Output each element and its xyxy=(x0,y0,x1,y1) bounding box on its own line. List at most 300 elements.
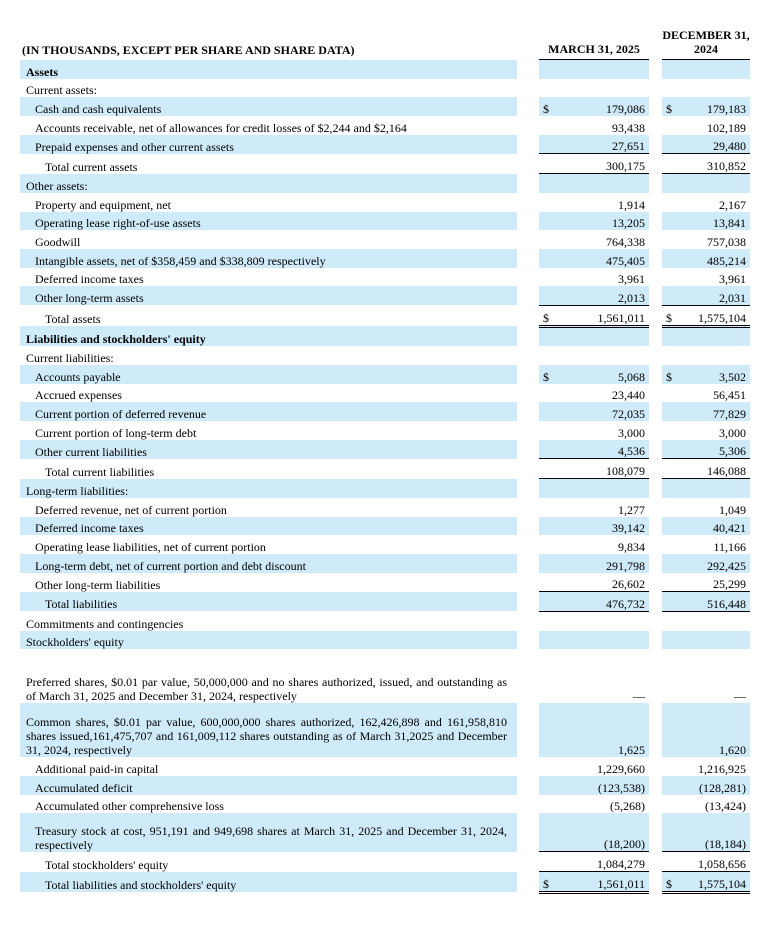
row-label: Total current assets xyxy=(45,159,138,174)
column-header-december-line1: DECEMBER 31, xyxy=(662,28,750,42)
dollar-sign-december xyxy=(662,79,676,98)
column-gap xyxy=(517,459,539,479)
value-march-2025 xyxy=(561,346,649,365)
dollar-sign-december xyxy=(662,535,676,554)
value-march-2025: 2,013 xyxy=(561,286,649,305)
value-december-2024: 757,038 xyxy=(707,234,747,249)
row-label: Prepaid expenses and other current assets xyxy=(20,135,517,154)
dollar-sign-december xyxy=(662,440,676,459)
column-header-december-line2: 2024 xyxy=(694,42,719,56)
column-gap xyxy=(649,402,662,421)
table-row xyxy=(20,498,750,517)
row-label: Accounts payable xyxy=(20,365,517,384)
dollar-sign-december xyxy=(662,154,676,174)
value-march-2025: 39,142 xyxy=(561,517,649,536)
value-december-2024: 2,167 xyxy=(719,197,747,212)
dollar-sign-december xyxy=(662,60,676,79)
value-march-2025: 1,561,011 xyxy=(561,872,649,893)
column-gap xyxy=(649,776,662,795)
row-label: Property and equipment, net xyxy=(35,197,171,212)
value-march-2025: 13,205 xyxy=(561,212,649,231)
dollar-sign-march: $ xyxy=(539,305,561,326)
column-gap xyxy=(517,440,539,459)
value-march-2025: 1,561,011 xyxy=(561,305,649,326)
row-label: Operating lease right-of-use assets xyxy=(20,212,517,231)
value-march-2025: 476,732 xyxy=(561,592,649,612)
column-gap xyxy=(649,174,662,193)
column-gap xyxy=(517,135,539,154)
header-row xyxy=(20,28,750,60)
value-december-2024: 102,189 xyxy=(707,120,747,135)
column-gap xyxy=(517,286,539,305)
dollar-sign-march xyxy=(539,135,561,154)
value-march-2025: 72,035 xyxy=(561,402,649,421)
value-march-2025 xyxy=(561,326,649,346)
dollar-sign-march xyxy=(539,326,561,346)
table-row xyxy=(20,703,750,757)
column-gap xyxy=(517,813,539,852)
column-gap xyxy=(517,757,539,776)
column-gap xyxy=(517,479,539,498)
value-december-2024: 13,841 xyxy=(676,212,750,231)
value-december-2024 xyxy=(676,346,750,365)
dollar-sign-march xyxy=(539,249,561,268)
dollar-sign-december xyxy=(662,813,676,852)
table-row xyxy=(20,592,750,612)
column-gap xyxy=(649,249,662,268)
table-row xyxy=(20,402,750,421)
row-label: Additional paid-in capital xyxy=(35,762,159,776)
column-gap xyxy=(649,479,662,498)
dollar-sign-december xyxy=(662,479,676,498)
dollar-sign-december xyxy=(662,212,676,231)
dollar-sign-december xyxy=(662,116,676,135)
column-gap xyxy=(649,79,662,98)
table-row xyxy=(20,535,750,554)
dollar-sign-december xyxy=(662,663,676,703)
column-gap xyxy=(517,193,539,212)
table-row xyxy=(20,813,750,852)
dollar-sign-december xyxy=(662,135,676,154)
dollar-sign-march xyxy=(539,384,561,403)
value-december-2024: 1,049 xyxy=(719,502,747,517)
value-march-2025: 475,405 xyxy=(561,249,649,268)
row-label: Long-term liabilities: xyxy=(20,479,517,498)
value-march-2025: 5,068 xyxy=(561,365,649,384)
column-gap xyxy=(517,402,539,421)
column-gap xyxy=(649,365,662,384)
row-label: Other long-term liabilities xyxy=(35,577,161,592)
dollar-sign-december xyxy=(662,384,676,403)
row-label: Preferred shares, $0.01 par value, 50,000,000 and no shares authorized, issued, and outstanding as of March 31, 2025 and December 31, 2024, respectively xyxy=(26,675,507,704)
column-gap xyxy=(649,384,662,403)
dollar-sign-december xyxy=(662,268,676,287)
row-label: Other long-term assets xyxy=(20,286,517,305)
column-gap xyxy=(517,268,539,287)
value-december-2024: 485,214 xyxy=(676,249,750,268)
row-label: Assets xyxy=(20,60,517,79)
table-row xyxy=(20,421,750,440)
column-gap xyxy=(649,60,662,79)
dollar-sign-december xyxy=(662,554,676,573)
table-row xyxy=(20,611,750,630)
value-december-2024: 516,448 xyxy=(676,592,750,612)
table-row xyxy=(20,346,750,365)
table-row xyxy=(20,305,750,326)
dollar-sign-december xyxy=(662,230,676,249)
value-march-2025: (123,538) xyxy=(561,776,649,795)
dollar-sign-march xyxy=(539,286,561,305)
table-row xyxy=(20,249,750,268)
row-label: Total liabilities xyxy=(20,592,517,612)
value-march-2025: — xyxy=(633,689,646,704)
table-row xyxy=(20,365,750,384)
value-march-2025 xyxy=(561,611,649,630)
row-label: Accumulated deficit xyxy=(20,776,517,795)
value-december-2024: 1,575,104 xyxy=(676,872,750,893)
column-gap xyxy=(649,498,662,517)
value-march-2025: 1,277 xyxy=(618,502,646,517)
table-row xyxy=(20,97,750,116)
value-march-2025: 1,625 xyxy=(561,703,649,757)
dollar-sign-december xyxy=(662,286,676,305)
value-december-2024: 1,058,656 xyxy=(676,852,750,872)
value-march-2025 xyxy=(561,479,649,498)
dollar-sign-march xyxy=(539,757,561,776)
column-gap xyxy=(649,573,662,592)
table-row xyxy=(20,326,750,346)
column-gap xyxy=(649,286,662,305)
column-gap xyxy=(649,663,662,703)
column-gap xyxy=(649,421,662,440)
value-december-2024 xyxy=(676,611,750,630)
table-row xyxy=(20,60,750,79)
value-december-2024: 146,088 xyxy=(676,459,750,479)
column-gap xyxy=(649,154,662,174)
row-label: Current liabilities: xyxy=(26,351,114,365)
value-march-2025: 23,440 xyxy=(612,388,646,403)
value-december-2024 xyxy=(676,326,750,346)
balance-sheet-table xyxy=(20,28,750,894)
value-december-2024: 56,451 xyxy=(713,388,747,403)
column-gap xyxy=(517,346,539,365)
table-row xyxy=(20,79,750,98)
value-december-2024: 1,216,925 xyxy=(698,762,747,776)
dollar-sign-march xyxy=(539,346,561,365)
row-label: Accumulated other comprehensive loss xyxy=(35,799,224,814)
table-row xyxy=(20,872,750,893)
value-march-2025: 300,175 xyxy=(561,154,649,174)
table-row xyxy=(20,757,750,776)
row-label: Common shares, $0.01 par value, 600,000,000 shares authorized, 162,426,898 and 161,958,810 shares issued,161,475,707 and 161,009,112 shares outstanding as of March 31,2025 and December 31, 2024, respectively xyxy=(20,703,517,757)
dollar-sign-december xyxy=(662,757,676,776)
dollar-sign-march xyxy=(539,154,561,174)
table-row xyxy=(20,663,750,703)
dollar-sign-december xyxy=(662,498,676,517)
column-gap xyxy=(517,592,539,612)
value-december-2024: (128,281) xyxy=(676,776,750,795)
value-march-2025: 291,798 xyxy=(561,554,649,573)
column-gap xyxy=(649,230,662,249)
row-label: Cash and cash equivalents xyxy=(20,97,517,116)
column-gap xyxy=(517,421,539,440)
value-december-2024: 11,166 xyxy=(713,539,747,554)
column-gap xyxy=(517,116,539,135)
column-gap xyxy=(649,872,662,893)
value-march-2025: 93,438 xyxy=(612,120,646,135)
column-gap xyxy=(649,813,662,852)
dollar-sign-december xyxy=(662,517,676,536)
table-row xyxy=(20,479,750,498)
dollar-sign-december xyxy=(662,421,676,440)
column-gap xyxy=(517,872,539,893)
column-gap xyxy=(517,852,539,872)
row-label: Goodwill xyxy=(35,234,81,249)
dollar-sign-march xyxy=(539,795,561,814)
row-label: Treasury stock at cost, 951,191 and 949,698 shares at March 31, 2025 and December 31, 2024, respectively xyxy=(20,813,517,852)
row-label: Long-term debt, net of current portion and debt discount xyxy=(20,554,517,573)
dollar-sign-march xyxy=(539,611,561,630)
table-row xyxy=(20,573,750,592)
dollar-sign-december xyxy=(662,795,676,814)
value-december-2024 xyxy=(676,479,750,498)
value-march-2025: 108,079 xyxy=(561,459,649,479)
column-gap xyxy=(517,663,539,703)
column-gap xyxy=(517,305,539,326)
dollar-sign-march xyxy=(539,79,561,98)
dollar-sign-march xyxy=(539,592,561,612)
value-march-2025: 764,338 xyxy=(606,234,646,249)
value-december-2024 xyxy=(676,79,750,98)
column-gap xyxy=(649,268,662,287)
column-gap xyxy=(517,517,539,536)
column-gap xyxy=(517,776,539,795)
table-row xyxy=(20,268,750,287)
dollar-sign-december xyxy=(662,631,676,650)
value-march-2025: 9,834 xyxy=(618,539,646,554)
spacer-row xyxy=(20,649,750,663)
value-december-2024: (13,424) xyxy=(705,799,747,814)
column-gap xyxy=(649,852,662,872)
value-march-2025: (5,268) xyxy=(610,799,646,814)
value-march-2025: 3,961 xyxy=(618,272,646,287)
table-row xyxy=(20,212,750,231)
dollar-sign-december xyxy=(662,174,676,193)
value-december-2024: 3,000 xyxy=(719,425,747,440)
column-gap xyxy=(517,611,539,630)
dollar-sign-march xyxy=(539,663,561,703)
dollar-sign-march xyxy=(539,116,561,135)
value-march-2025: 26,602 xyxy=(561,573,649,592)
dollar-sign-december: $ xyxy=(662,872,676,893)
column-gap xyxy=(517,631,539,650)
value-march-2025 xyxy=(561,174,649,193)
row-label: Other assets: xyxy=(20,174,517,193)
value-december-2024: 1,620 xyxy=(676,703,750,757)
dollar-sign-march xyxy=(539,703,561,757)
dollar-sign-december: $ xyxy=(662,305,676,326)
table-row xyxy=(20,459,750,479)
column-gap xyxy=(517,60,539,79)
column-gap xyxy=(649,757,662,776)
dollar-sign-march: $ xyxy=(539,872,561,893)
value-december-2024: 77,829 xyxy=(676,402,750,421)
row-label: Accounts receivable, net of allowances for credit losses of $2,244 and $2,164 xyxy=(35,120,407,135)
dollar-sign-december xyxy=(662,402,676,421)
dollar-sign-december xyxy=(662,611,676,630)
value-december-2024 xyxy=(676,174,750,193)
column-gap xyxy=(649,212,662,231)
column-gap xyxy=(649,517,662,536)
table-title: (IN THOUSANDS, EXCEPT PER SHARE AND SHARE DATA) xyxy=(22,42,355,57)
column-gap xyxy=(649,440,662,459)
column-gap xyxy=(649,611,662,630)
dollar-sign-march xyxy=(539,573,561,592)
dollar-sign-march xyxy=(539,813,561,852)
dollar-sign-december xyxy=(662,852,676,872)
column-gap xyxy=(649,116,662,135)
dollar-sign-march xyxy=(539,174,561,193)
value-march-2025 xyxy=(561,631,649,650)
dollar-sign-march xyxy=(539,479,561,498)
column-gap xyxy=(517,498,539,517)
table-row xyxy=(20,193,750,212)
row-label: Total assets xyxy=(45,312,101,327)
value-march-2025: 3,000 xyxy=(618,425,646,440)
row-label: Operating lease liabilities, net of current portion xyxy=(35,539,266,554)
dollar-sign-march xyxy=(539,535,561,554)
dollar-sign-march xyxy=(539,402,561,421)
column-gap xyxy=(517,230,539,249)
column-gap xyxy=(517,365,539,384)
column-gap xyxy=(517,97,539,116)
dollar-sign-march xyxy=(539,421,561,440)
value-december-2024: — xyxy=(734,689,747,704)
dollar-sign-march xyxy=(539,440,561,459)
column-header-december-2024 xyxy=(662,28,750,60)
dollar-sign-march xyxy=(539,230,561,249)
row-label: Total liabilities and stockholders' equity xyxy=(20,872,517,893)
table-row xyxy=(20,631,750,650)
column-gap xyxy=(649,326,662,346)
row-label: Intangible assets, net of $358,459 and $338,809 respectively xyxy=(20,249,517,268)
table-row xyxy=(20,852,750,872)
column-gap xyxy=(517,79,539,98)
column-gap xyxy=(517,249,539,268)
row-label: Accrued expenses xyxy=(35,388,122,403)
dollar-sign-march xyxy=(539,459,561,479)
column-gap xyxy=(649,535,662,554)
value-december-2024: 2,031 xyxy=(676,286,750,305)
row-label: Deferred revenue, net of current portion xyxy=(35,502,227,517)
column-gap xyxy=(517,384,539,403)
row-label: Deferred income taxes xyxy=(20,517,517,536)
value-march-2025: 179,086 xyxy=(561,97,649,116)
row-label: Current assets: xyxy=(26,83,97,98)
dollar-sign-march xyxy=(539,193,561,212)
table-row xyxy=(20,116,750,135)
column-gap xyxy=(649,795,662,814)
value-december-2024 xyxy=(676,60,750,79)
column-gap xyxy=(649,97,662,116)
dollar-sign-march xyxy=(539,631,561,650)
dollar-sign-march xyxy=(539,498,561,517)
column-gap xyxy=(517,703,539,757)
row-label: Total current liabilities xyxy=(45,464,155,479)
table-row xyxy=(20,795,750,814)
dollar-sign-march xyxy=(539,268,561,287)
value-december-2024: 25,299 xyxy=(676,573,750,592)
dollar-sign-december xyxy=(662,592,676,612)
value-march-2025: 1,914 xyxy=(618,197,646,212)
table-row xyxy=(20,517,750,536)
table-row xyxy=(20,135,750,154)
row-label: Other current liabilities xyxy=(20,440,517,459)
column-gap xyxy=(517,212,539,231)
value-march-2025: 27,651 xyxy=(561,135,649,154)
dollar-sign-march: $ xyxy=(539,365,561,384)
table-row xyxy=(20,554,750,573)
table-row xyxy=(20,776,750,795)
dollar-sign-december: $ xyxy=(662,97,676,116)
column-gap xyxy=(649,592,662,612)
row-label: Liabilities and stockholders' equity xyxy=(20,326,517,346)
column-gap xyxy=(649,135,662,154)
dollar-sign-march xyxy=(539,554,561,573)
dollar-sign-december xyxy=(662,346,676,365)
dollar-sign-march xyxy=(539,776,561,795)
dollar-sign-december xyxy=(662,573,676,592)
dollar-sign-december xyxy=(662,776,676,795)
value-march-2025: 4,536 xyxy=(561,440,649,459)
dollar-sign-march xyxy=(539,517,561,536)
row-label: Commitments and contingencies xyxy=(26,616,184,631)
column-gap xyxy=(649,305,662,326)
value-december-2024: 179,183 xyxy=(676,97,750,116)
dollar-sign-march xyxy=(539,852,561,872)
row-label: Total stockholders' equity xyxy=(45,857,169,872)
column-gap xyxy=(517,795,539,814)
value-december-2024: 29,480 xyxy=(676,135,750,154)
dollar-sign-march xyxy=(539,60,561,79)
value-december-2024 xyxy=(676,631,750,650)
table-row xyxy=(20,154,750,174)
value-december-2024: 3,502 xyxy=(676,365,750,384)
table-body xyxy=(20,60,750,893)
table-row xyxy=(20,440,750,459)
value-december-2024: 1,575,104 xyxy=(676,305,750,326)
table-row xyxy=(20,230,750,249)
value-december-2024: 310,852 xyxy=(676,154,750,174)
value-march-2025: 1,084,279 xyxy=(561,852,649,872)
value-march-2025: 1,229,660 xyxy=(597,762,646,776)
table-row xyxy=(20,174,750,193)
column-header-march-2025: MARCH 31, 2025 xyxy=(539,28,649,60)
row-label: Current portion of long-term debt xyxy=(35,425,197,440)
column-gap xyxy=(649,459,662,479)
column-gap xyxy=(649,346,662,365)
value-december-2024: 3,961 xyxy=(719,272,747,287)
spacer-cell xyxy=(20,649,750,663)
dollar-sign-december: $ xyxy=(662,365,676,384)
dollar-sign-december xyxy=(662,703,676,757)
column-gap xyxy=(649,554,662,573)
value-march-2025: (18,200) xyxy=(561,813,649,852)
dollar-sign-december xyxy=(662,249,676,268)
dollar-sign-december xyxy=(662,459,676,479)
table-row xyxy=(20,286,750,305)
value-march-2025 xyxy=(561,79,649,98)
